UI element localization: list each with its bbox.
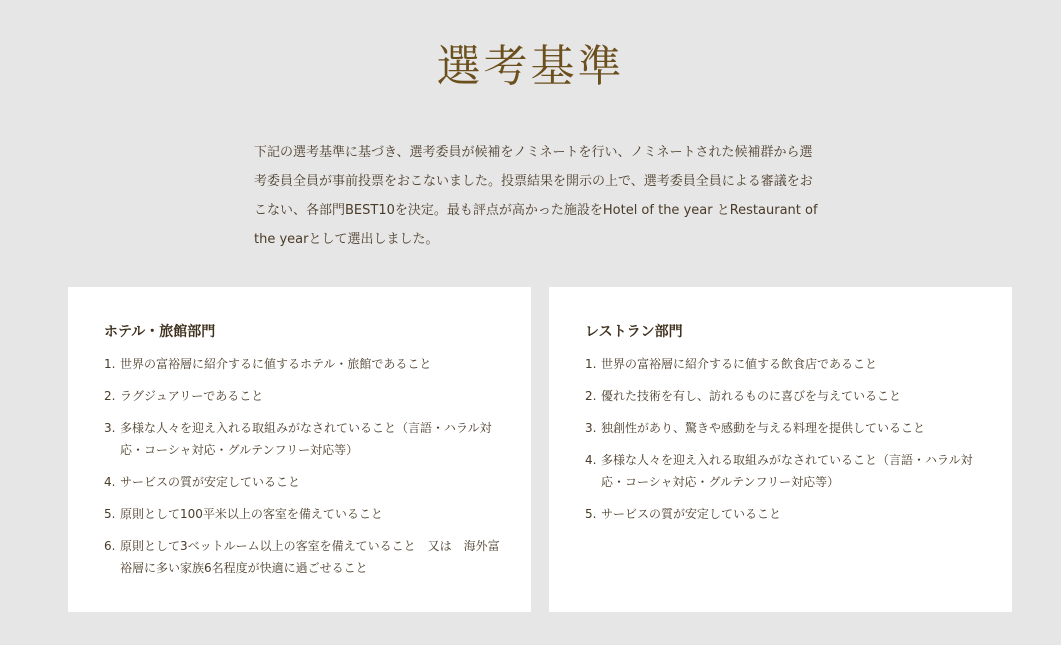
restaurant-card-title: レストラン部門	[585, 324, 683, 340]
hotel-criteria-card	[68, 287, 531, 612]
item-number: 6.	[104, 539, 116, 553]
list-item	[585, 353, 984, 375]
item-text: 多様な人々を迎え入れる取組みがなされていること（言語・ハラル対応・コーシャ対応・グルテンフリー対応等）	[601, 453, 973, 489]
item-text: サービスの質が安定していること	[601, 507, 782, 521]
hotel-card-title: ホテル・旅館部門	[104, 324, 216, 340]
item-number: 1.	[104, 357, 116, 371]
item-text: ラグジュアリーであること	[120, 389, 264, 403]
item-text: 優れた技術を有し、訪れるものに喜びを与えていること	[601, 389, 902, 403]
list-item	[585, 417, 984, 439]
list-item	[104, 471, 503, 493]
list-item	[104, 503, 503, 525]
item-number: 3.	[104, 421, 116, 435]
item-text: 独創性があり、驚きや感動を与える料理を提供していること	[601, 421, 926, 435]
item-number: 5.	[104, 507, 116, 521]
item-number: 3.	[585, 421, 597, 435]
item-number: 4.	[585, 453, 597, 467]
item-number: 2.	[104, 389, 116, 403]
restaurant-criteria-card	[549, 287, 1012, 612]
list-item	[585, 385, 984, 407]
list-item	[104, 535, 503, 579]
intro-paragraph: 下記の選考基準に基づき、選考委員が候補をノミネートを行い、ノミネートされた候補群から選考委員全員が事前投票をおこないました。投票結果を開示の上で、選考委員全員による審議をおこない、各部門BEST10を決定。最も評点が高かった施設をHotel of the year とRestaurant of the yearとして選出しました。	[254, 145, 818, 247]
item-text: サービスの質が安定していること	[120, 475, 301, 489]
hotel-criteria-list	[104, 353, 503, 579]
item-text: 多様な人々を迎え入れる取組みがなされていること（言語・ハラル対応・コーシャ対応・グルテンフリー対応等）	[120, 421, 492, 457]
list-item	[104, 417, 503, 461]
list-item	[104, 385, 503, 407]
item-text: 世界の富裕層に紹介するに値する飲食店であること	[601, 357, 878, 371]
list-item	[585, 503, 984, 525]
item-number: 5.	[585, 507, 597, 521]
list-item	[585, 449, 984, 493]
restaurant-criteria-list	[585, 353, 984, 525]
list-item	[104, 353, 503, 375]
item-number: 4.	[104, 475, 116, 489]
page-title: 選考基準	[436, 41, 625, 92]
item-text: 原則として100平米以上の客室を備えていること	[120, 507, 383, 521]
item-number: 1.	[585, 357, 597, 371]
item-text: 世界の富裕層に紹介するに値するホテル・旅館であること	[120, 357, 432, 371]
item-text: 原則として3ベットルーム以上の客室を備えていること 又は 海外富裕層に多い家族6名程度が快適に過ごせること	[120, 539, 500, 575]
item-number: 2.	[585, 389, 597, 403]
